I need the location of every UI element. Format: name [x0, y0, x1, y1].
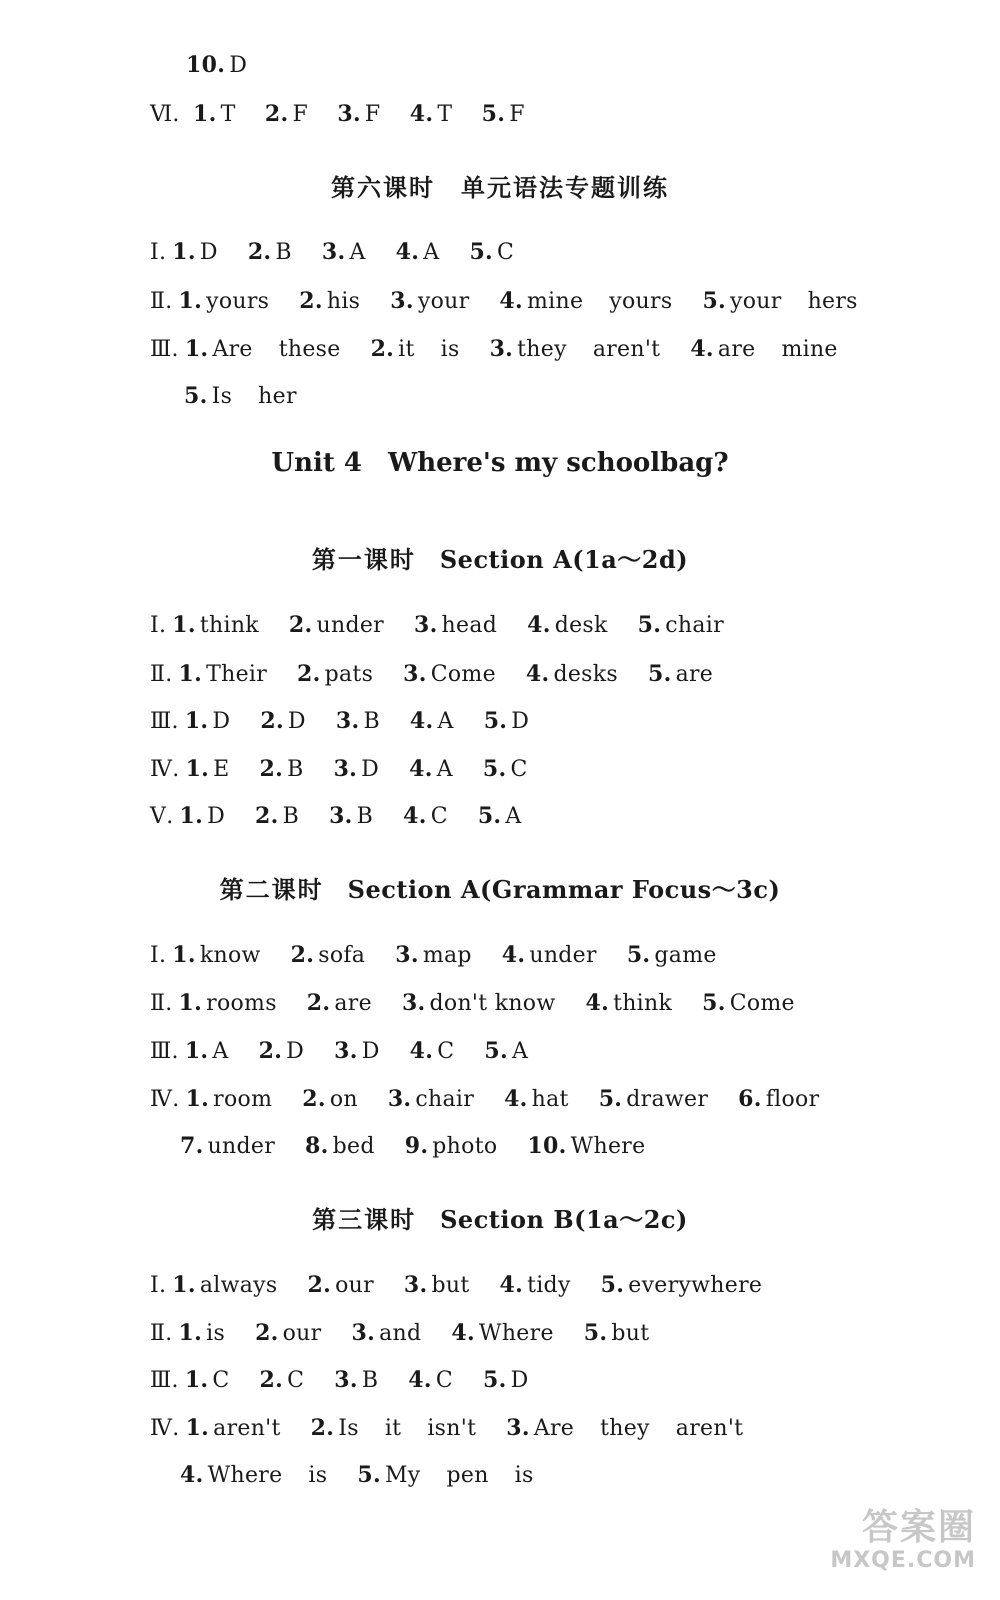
answer-item: 5. C	[469, 239, 515, 265]
answer-item: 3. B	[334, 1367, 379, 1393]
unit-title: Unit 4 Where's my schoolbag?	[271, 448, 729, 478]
answer-item: 5. A	[484, 1038, 529, 1064]
answer-item: 2. pats	[297, 661, 374, 687]
answer-line-vi: Ⅵ. 1. T 2. F 3. F 4. T 5. F	[150, 99, 547, 130]
answer-item: 5. My pen is	[357, 1462, 534, 1488]
answer-item: 2. C	[259, 1367, 305, 1393]
answer-item: 2. it is	[370, 336, 460, 362]
roman-numeral: Ⅲ.	[150, 1039, 179, 1064]
answer-item: 1. rooms	[178, 990, 277, 1016]
answer-line	[150, 1036, 558, 1067]
answer-item: 1. think	[172, 612, 259, 638]
answer-item: 1. always	[172, 1272, 278, 1298]
roman-numeral: Ⅱ.	[150, 1321, 173, 1346]
roman-numeral: Ⅲ.	[150, 337, 179, 362]
answer-item: 1. D	[172, 239, 218, 265]
roman-numeral: Ⅳ.	[150, 1087, 180, 1112]
roman-numeral: Ⅳ.	[150, 1416, 180, 1441]
roman-numeral: Ⅴ.	[150, 804, 174, 829]
answer-item: 10. Where	[527, 1133, 646, 1159]
roman-numeral: Ⅰ.	[150, 240, 167, 265]
answer-item: 4. A	[409, 708, 454, 734]
answer-item: 3. B	[335, 708, 380, 734]
answer-item: 4. A	[409, 756, 453, 782]
answer-item: 5. chair	[637, 612, 724, 638]
answer-item: 3. don't know	[401, 990, 556, 1016]
answer-item: 3. B	[329, 803, 374, 829]
answer-item: 4. Where is	[180, 1462, 328, 1488]
answer-item: 4. desks	[525, 661, 618, 687]
answer-item: 2. D	[260, 708, 306, 734]
answer-line	[150, 940, 747, 971]
roman-numeral: Ⅵ.	[150, 102, 180, 127]
answer-line	[150, 1318, 679, 1349]
answer-item: 5. drawer	[598, 1086, 709, 1112]
roman-numeral: Ⅰ.	[150, 613, 167, 638]
answer-item: 1. yours	[178, 288, 270, 314]
answer-line	[150, 237, 544, 268]
answer-item: 4. think	[585, 990, 673, 1016]
answer-item: 1. D	[184, 708, 231, 734]
answer-item: 3. D	[333, 756, 380, 782]
answer-item: 1. E	[185, 756, 230, 782]
answer-line	[150, 1365, 559, 1396]
answer-item: 1. know	[172, 942, 261, 968]
answer-item: 1. C	[184, 1367, 230, 1393]
answer-line-10: 10. D	[186, 52, 248, 78]
answer-item: 7. under	[180, 1133, 276, 1159]
answer-item: 4. C	[403, 803, 448, 829]
answer-item: 3. Are they aren't	[506, 1415, 744, 1441]
answer-item: 2. D	[258, 1038, 305, 1064]
answer-item: 2. B	[259, 756, 304, 782]
answer-item: 4. tidy	[499, 1272, 571, 1298]
answer-item: 4. C	[408, 1367, 454, 1393]
answer-item: 4. Where	[451, 1320, 554, 1346]
roman-numeral: Ⅰ.	[150, 1273, 167, 1298]
answer-item: 4. hat	[504, 1086, 569, 1112]
answer-item: 5. D	[483, 708, 530, 734]
answer-line	[150, 659, 743, 690]
roman-numeral: Ⅱ.	[150, 289, 173, 314]
answer-item: 9. photo	[404, 1133, 498, 1159]
answer-item: 1. D	[179, 803, 226, 829]
answer-item: 5. D	[483, 1367, 529, 1393]
answer-item: 5. your hers	[702, 288, 858, 314]
answer-line	[180, 1460, 564, 1491]
answer-item: 5. Is her	[184, 383, 297, 409]
answer-item: 2. Is it isn't	[310, 1415, 477, 1441]
section-heading-lesson-1: 第一课时 Section A(1a～2d)	[311, 545, 689, 574]
roman-numeral: Ⅱ.	[150, 662, 173, 687]
answer-item: 5. but	[583, 1320, 650, 1346]
answer-item: 1. room	[185, 1086, 273, 1112]
answer-item: 3. map	[395, 942, 472, 968]
answer-item: 2. sofa	[290, 942, 366, 968]
answer-item: 4. under	[501, 942, 597, 968]
section-heading-lesson-6: 第六课时 单元语法专题训练	[331, 174, 669, 202]
answer-item: 3. Come	[403, 661, 496, 687]
answer-line	[150, 1413, 773, 1444]
answer-line	[184, 381, 327, 412]
answer-item: 4. mine yours	[499, 288, 673, 314]
roman-numeral: Ⅲ.	[150, 709, 179, 734]
watermark-logo: 答案圈 MXQE.COM	[830, 1507, 976, 1573]
answer-item: 3. they aren't	[489, 336, 661, 362]
roman-numeral: Ⅲ.	[150, 1368, 179, 1393]
answer-line	[150, 1270, 792, 1301]
answer-item: 5. A	[477, 803, 522, 829]
answer-item: 2. B	[255, 803, 300, 829]
answer-item: 5. Come	[702, 990, 795, 1016]
section-heading-lesson-3: 第三课时 Section B(1a～2c)	[312, 1205, 688, 1234]
answer-item: 6. floor	[738, 1086, 820, 1112]
answer-line	[150, 706, 559, 737]
answer-item: 1. A	[184, 1038, 229, 1064]
answer-item: 3. head	[413, 612, 498, 638]
answer-item: 3. D	[334, 1038, 380, 1064]
answer-line	[150, 988, 825, 1019]
answer-item: 1. Are these	[184, 336, 341, 362]
answer-item: 2. are	[306, 990, 372, 1016]
roman-numeral: Ⅰ.	[150, 943, 167, 968]
answer-item: 1. aren't	[185, 1415, 281, 1441]
answer-item: 3. and	[351, 1320, 422, 1346]
answer-item: 5. are	[648, 661, 714, 687]
answer-item: 4. are mine	[690, 336, 838, 362]
answer-item: 5. game	[626, 942, 717, 968]
answer-item: 5. C	[482, 756, 528, 782]
answer-line	[180, 1131, 675, 1162]
answer-line	[150, 754, 558, 785]
answer-line	[150, 334, 868, 365]
answer-item: 1. is	[178, 1320, 226, 1346]
answer-item: 3. chair	[387, 1086, 475, 1112]
section-heading-lesson-2: 第二课时 Section A(Grammar Focus～3c)	[219, 875, 781, 904]
answer-line	[150, 610, 754, 641]
answer-item: 3. A	[321, 239, 366, 265]
answer-line	[150, 286, 888, 317]
roman-numeral: Ⅳ.	[150, 757, 180, 782]
answer-item: 2. on	[302, 1086, 358, 1112]
answer-item: 1. Their	[178, 661, 268, 687]
answer-line	[150, 1084, 849, 1115]
answer-item: 8. bed	[305, 1133, 375, 1159]
answer-item: 2. our	[307, 1272, 374, 1298]
answer-item: 4. desk	[527, 612, 608, 638]
answer-item: 3. but	[403, 1272, 470, 1298]
answer-item: 2. B	[247, 239, 292, 265]
answer-item: 2. under	[288, 612, 384, 638]
answer-item: 2. our	[255, 1320, 322, 1346]
answer-item: 3. your	[390, 288, 470, 314]
answer-item: 5. everywhere	[600, 1272, 763, 1298]
answer-item: 4. C	[409, 1038, 455, 1064]
answer-item: 4. A	[395, 239, 440, 265]
answer-line	[150, 801, 552, 832]
answer-item: 2. his	[299, 288, 361, 314]
roman-numeral: Ⅱ.	[150, 991, 173, 1016]
